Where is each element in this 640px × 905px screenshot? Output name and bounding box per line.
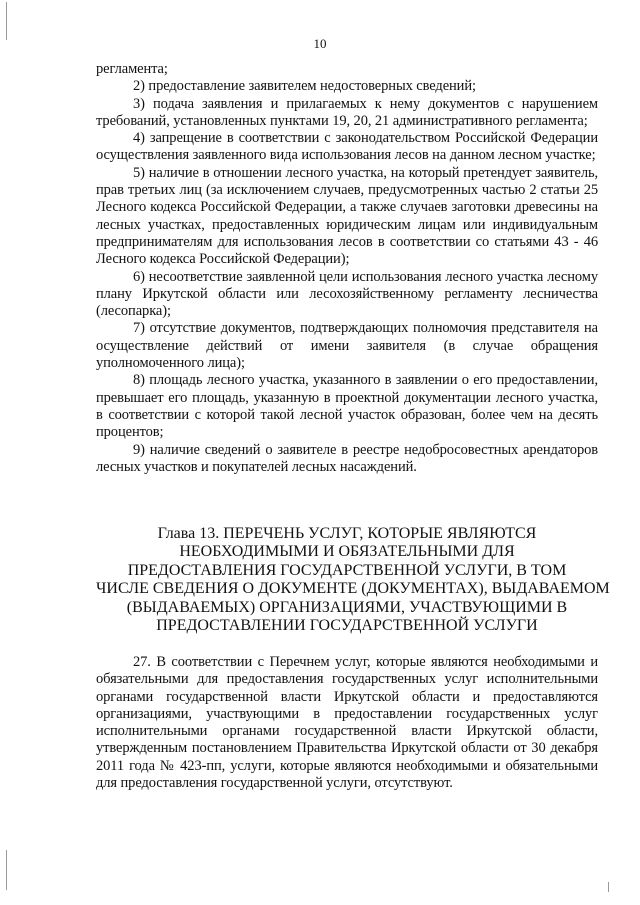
list-item-6: 6) несоответствие заявленной цели использования лесного участка лесному плану Иркутской области или лесохозяйственному регламенту лесничества (лесопарка);: [96, 268, 598, 320]
section-27: [96, 654, 598, 792]
chapter-heading-line: ПРЕДОСТАВЛЕНИЯ ГОСУДАРСТВЕННОЙ УСЛУГИ, В ТОМ: [127, 561, 567, 579]
list-item-7: 7) отсутствие документов, подтверждающих полномочия представителя на осуществление действий от имени заявителя (в случае обращения уполномоченного лица);: [96, 320, 598, 372]
list-item-5: 5) наличие в отношении лесного участка, на который претендует заявитель, прав третьих лиц (за исключением случаев, предусмотренных частью 2 статьи 25 Лесного кодекса Российской Федерации, а также случаев заготовки древесины на лесных участках, предоставленных юридическим лицам или индивидуальным предпринимателям для использования лесов в соответствии со статьями 43 - 46 Лесного кодекса Российской Федерации);: [96, 164, 598, 268]
chapter-13-heading: [96, 525, 610, 635]
corner-scan-mark: [608, 882, 609, 892]
chapter-heading-line: НЕОБХОДИМЫМИ И ОБЯЗАТЕЛЬНЫМИ ДЛЯ: [179, 543, 515, 561]
list-item-4: 4) запрещение в соответствии с законодательством Российской Федерации осуществления заявленного вида использования лесов на данном лесном участке;: [96, 130, 598, 164]
list-continuation: регламента;: [96, 61, 168, 77]
margin-scan-mark-top: [6, 2, 7, 40]
list-item-3: 3) подача заявления и прилагаемых к нему документов с нарушением требований, установленных пунктами 19, 20, 21 административного регламента;: [96, 95, 598, 129]
list-item-2: 2) предоставление заявителем недостоверных сведений;: [133, 78, 476, 95]
chapter-heading-line: (ВЫДАВАЕМЫХ) ОРГАНИЗАЦИЯМИ, УЧАСТВУЮЩИМИ В: [126, 598, 568, 616]
list-item-8: 8) площадь лесного участка, указанного в заявлении о его предоставлении, превышает его площадь, указанную в проектной документации лесного участка, в соответствии с которой такой лесной участок образован, более чем на десять процентов;: [96, 372, 598, 441]
chapter-heading-line: Глава 13. ПЕРЕЧЕНЬ УСЛУГ, КОТОРЫЕ ЯВЛЯЮТСЯ: [157, 525, 537, 542]
grounds-for-refusal-list: [96, 61, 598, 476]
page-number: 10: [313, 36, 327, 51]
section-27-paragraph: 27. В соответствии с Перечнем услуг, которые являются необходимыми и обязательными для предоставления государственных услуг исполнительными органами государственной власти Иркутской области и предоставляются организациями, участвующими в предоставлении государственных услуг исполнительными органами государственной власти Иркутской области, утвержденным постановлением Правительства Иркутской области от 30 декабря 2011 года № 423-пп, услуги, которые являются необходимыми и обязательными для предоставления государственной услуги, отсутствуют.: [96, 654, 598, 792]
list-item-9: 9) наличие сведений о заявителе в реестре недобросовестных арендаторов лесных участков и покупателей лесных насаждений.: [96, 441, 598, 475]
margin-scan-mark-bottom: [6, 850, 7, 890]
chapter-heading-line: ЧИСЛЕ СВЕДЕНИЯ О ДОКУМЕНТЕ (ДОКУМЕНТАХ), ВЫДАВАЕМОМ: [96, 580, 610, 598]
chapter-heading-line: ПРЕДОСТАВЛЕНИИ ГОСУДАРСТВЕННОЙ УСЛУГИ: [156, 617, 538, 635]
